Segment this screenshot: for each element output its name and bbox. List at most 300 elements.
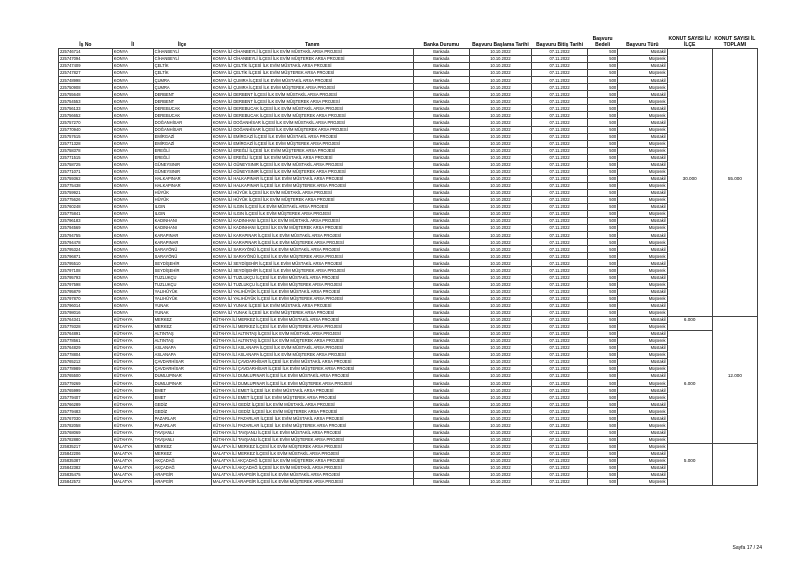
cell-il: KONYA bbox=[112, 281, 153, 288]
cell-basvuru-turu: Müşterek bbox=[618, 366, 667, 373]
table-row bbox=[59, 232, 758, 239]
cell-is-no: 225775438 bbox=[59, 182, 113, 189]
cell-konut-toplam bbox=[712, 232, 757, 239]
cell-basvuru-bitis: 07.11.2022 bbox=[532, 260, 588, 267]
header-konut-il-ilce: KONUT SAYISI İL/İLÇE bbox=[668, 36, 711, 48]
cell-konut-toplam bbox=[712, 415, 757, 422]
cell-is-no: 225764341 bbox=[59, 316, 113, 323]
cell-banka-durumu: Bankada bbox=[413, 56, 469, 63]
cell-konut-toplam bbox=[712, 260, 757, 267]
cell-tanim: KONYA İLİ YALIHÜYÜK İLÇESİ İLK EVİM MÜŞTEREK ARSA PROJESİ bbox=[211, 295, 413, 302]
cell-konut-il-ilce bbox=[667, 471, 712, 478]
cell-basvuru-baslama: 10.10.2022 bbox=[469, 218, 531, 225]
cell-is-no: 225794478 bbox=[59, 239, 113, 246]
cell-basvuru-bitis: 07.11.2022 bbox=[532, 239, 588, 246]
table-row bbox=[59, 457, 758, 464]
cell-konut-toplam bbox=[712, 49, 757, 56]
cell-banka-durumu: Bankada bbox=[413, 204, 469, 211]
cell-konut-il-ilce bbox=[667, 344, 712, 351]
cell-is-no: 225797870 bbox=[59, 295, 113, 302]
table-row bbox=[59, 161, 758, 168]
cell-ilce: ALTINTAŞ bbox=[153, 330, 211, 337]
cell-basvuru-turu: Müstakil bbox=[618, 471, 667, 478]
cell-basvuru-baslama: 10.10.2022 bbox=[469, 387, 531, 394]
cell-basvuru-bitis: 07.11.2022 bbox=[532, 168, 588, 175]
cell-is-no: 225765500 bbox=[59, 373, 113, 380]
cell-basvuru-bitis: 07.11.2022 bbox=[532, 457, 588, 464]
cell-tanim: KONYA İLİ DERBENT İLÇESİ İLK EVİM MÜSTAKİL ARSA PROJESİ bbox=[211, 91, 413, 98]
cell-basvuru-bedeli: 500 bbox=[588, 401, 618, 408]
cell-basvuru-bedeli: 500 bbox=[588, 443, 618, 450]
cell-konut-il-ilce bbox=[667, 401, 712, 408]
cell-is-no: 225766289 bbox=[59, 401, 113, 408]
cell-basvuru-bitis: 07.11.2022 bbox=[532, 91, 588, 98]
cell-basvuru-baslama: 10.10.2022 bbox=[469, 316, 531, 323]
cell-konut-toplam bbox=[712, 70, 757, 77]
cell-basvuru-turu: Müstakil bbox=[618, 344, 667, 351]
cell-basvuru-bedeli: 500 bbox=[588, 337, 618, 344]
cell-basvuru-turu: Müstakil bbox=[618, 119, 667, 126]
cell-konut-il-ilce bbox=[667, 246, 712, 253]
cell-banka-durumu: Bankada bbox=[413, 359, 469, 366]
cell-tanim: KONYA İLİ HÜYÜK İLÇESİ İLK EVİM MÜŞTEREK ARSA PROJESİ bbox=[211, 196, 413, 203]
cell-konut-toplam bbox=[712, 366, 757, 373]
cell-is-no: 225778561 bbox=[59, 337, 113, 344]
cell-basvuru-bedeli: 500 bbox=[588, 344, 618, 351]
cell-basvuru-bitis: 07.11.2022 bbox=[532, 387, 588, 394]
cell-konut-il-ilce: 5.000 bbox=[667, 457, 712, 464]
cell-basvuru-baslama: 10.10.2022 bbox=[469, 288, 531, 295]
cell-ilce: KARAPINAR bbox=[153, 232, 211, 239]
cell-konut-toplam bbox=[712, 77, 757, 84]
cell-ilce: EMET bbox=[153, 394, 211, 401]
cell-tanim: KONYA İLİ TUZLUKÇU İLÇESİ İLK EVİM MÜSTAKİL ARSA PROJESİ bbox=[211, 274, 413, 281]
cell-basvuru-baslama: 10.10.2022 bbox=[469, 253, 531, 260]
cell-basvuru-turu: Müşterek bbox=[618, 70, 667, 77]
document-page bbox=[58, 28, 758, 486]
cell-is-no: 225779269 bbox=[59, 380, 113, 387]
cell-konut-il-ilce bbox=[667, 394, 712, 401]
cell-konut-il-ilce bbox=[667, 450, 712, 457]
table-row bbox=[59, 225, 758, 232]
cell-konut-il-ilce bbox=[667, 70, 712, 77]
cell-konut-toplam bbox=[712, 457, 757, 464]
cell-is-no: 225755648 bbox=[59, 91, 113, 98]
cell-ilce: ASLANAPA bbox=[153, 352, 211, 359]
cell-banka-durumu: Bankada bbox=[413, 443, 469, 450]
cell-is-no: 225758725 bbox=[59, 161, 113, 168]
cell-basvuru-baslama: 10.10.2022 bbox=[469, 260, 531, 267]
cell-basvuru-baslama: 10.10.2022 bbox=[469, 126, 531, 133]
cell-konut-toplam bbox=[712, 218, 757, 225]
cell-is-no: 225795324 bbox=[59, 246, 113, 253]
cell-tanim: KONYA İLİ HALKAPINAR İLÇESİ İLK EVİM MÜŞTEREK ARSA PROJESİ bbox=[211, 182, 413, 189]
table-row bbox=[59, 394, 758, 401]
cell-basvuru-baslama: 10.10.2022 bbox=[469, 49, 531, 56]
cell-basvuru-turu: Müstakil bbox=[618, 91, 667, 98]
cell-konut-il-ilce bbox=[667, 182, 712, 189]
cell-is-no: 225835475 bbox=[59, 471, 113, 478]
cell-basvuru-baslama: 10.10.2022 bbox=[469, 182, 531, 189]
cell-basvuru-turu: Müstakil bbox=[618, 450, 667, 457]
page-number: Sayfa 17 / 24 bbox=[732, 545, 762, 551]
cell-basvuru-turu: Müstakil bbox=[618, 415, 667, 422]
cell-konut-toplam bbox=[712, 478, 757, 485]
cell-banka-durumu: Bankada bbox=[413, 63, 469, 70]
cell-ilce: ÇELTİK bbox=[153, 63, 211, 70]
table-row bbox=[59, 295, 758, 302]
table-row bbox=[59, 140, 758, 147]
cell-basvuru-baslama: 10.10.2022 bbox=[469, 464, 531, 471]
cell-basvuru-turu: Müşterek bbox=[618, 295, 667, 302]
cell-banka-durumu: Bankada bbox=[413, 91, 469, 98]
cell-is-no: 225767030 bbox=[59, 415, 113, 422]
cell-konut-toplam bbox=[712, 316, 757, 323]
cell-tanim: KÜTAHYA İLİ ASLANAPA İLÇESİ İLK EVİM MÜSTAKİL ARSA PROJESİ bbox=[211, 344, 413, 351]
cell-is-no: 225758378 bbox=[59, 147, 113, 154]
cell-basvuru-turu: Müşterek bbox=[618, 478, 667, 485]
cell-ilce: HÜYÜK bbox=[153, 196, 211, 203]
cell-basvuru-turu: Müstakil bbox=[618, 77, 667, 84]
cell-ilce: KARAPINAR bbox=[153, 239, 211, 246]
cell-konut-il-ilce bbox=[667, 204, 712, 211]
cell-il: KONYA bbox=[112, 91, 153, 98]
cell-banka-durumu: Bankada bbox=[413, 253, 469, 260]
cell-basvuru-bedeli: 500 bbox=[588, 232, 618, 239]
cell-is-no: 225796183 bbox=[59, 218, 113, 225]
cell-il: KÜTAHYA bbox=[112, 408, 153, 415]
cell-tanim: KÜTAHYA İLİ EMET İLÇESİ İLK EVİM MÜSTAKİL ARSA PROJESİ bbox=[211, 387, 413, 394]
cell-konut-toplam bbox=[712, 471, 757, 478]
table-row bbox=[59, 337, 758, 344]
cell-konut-toplam bbox=[712, 267, 757, 274]
cell-basvuru-bedeli: 500 bbox=[588, 105, 618, 112]
table-row bbox=[59, 211, 758, 218]
cell-tanim: KONYA İLİ GÜNEYSINIR İLÇESİ İLK EVİM MÜŞTEREK ARSA PROJESİ bbox=[211, 168, 413, 175]
cell-basvuru-bedeli: 500 bbox=[588, 415, 618, 422]
cell-tanim: KÜTAHYA İLİ DUMLUPINAR İLÇESİ İLK EVİM MÜSTAKİL ARSA PROJESİ bbox=[211, 373, 413, 380]
cell-basvuru-bedeli: 500 bbox=[588, 253, 618, 260]
table-row bbox=[59, 147, 758, 154]
cell-il: KÜTAHYA bbox=[112, 352, 153, 359]
cell-ilce: YUNAK bbox=[153, 302, 211, 309]
cell-tanim: MALATYA İLİ AKÇADAĞ İLÇESİ İLK EVİM MÜŞTEREK ARSA PROJESİ bbox=[211, 457, 413, 464]
cell-basvuru-baslama: 10.10.2022 bbox=[469, 105, 531, 112]
cell-basvuru-turu: Müşterek bbox=[618, 394, 667, 401]
cell-basvuru-turu: Müşterek bbox=[618, 267, 667, 274]
cell-il: KÜTAHYA bbox=[112, 337, 153, 344]
cell-basvuru-baslama: 10.10.2022 bbox=[469, 246, 531, 253]
cell-is-no: 225765999 bbox=[59, 387, 113, 394]
cell-is-no: 225771071 bbox=[59, 168, 113, 175]
cell-ilce: DUMLUPINAR bbox=[153, 373, 211, 380]
cell-basvuru-turu: Müstakil bbox=[618, 401, 667, 408]
table-row bbox=[59, 105, 758, 112]
cell-is-no: 225775841 bbox=[59, 211, 113, 218]
cell-banka-durumu: Bankada bbox=[413, 189, 469, 196]
cell-basvuru-baslama: 10.10.2022 bbox=[469, 450, 531, 457]
cell-konut-toplam bbox=[712, 344, 757, 351]
cell-il: KONYA bbox=[112, 267, 153, 274]
cell-tanim: KONYA İLİ GÜNEYSINIR İLÇESİ İLK EVİM MÜSTAKİL ARSA PROJESİ bbox=[211, 161, 413, 168]
cell-banka-durumu: Bankada bbox=[413, 387, 469, 394]
cell-il: KONYA bbox=[112, 189, 153, 196]
cell-basvuru-baslama: 10.10.2022 bbox=[469, 309, 531, 316]
cell-konut-toplam bbox=[712, 337, 757, 344]
cell-basvuru-baslama: 10.10.2022 bbox=[469, 133, 531, 140]
cell-basvuru-turu: Müşterek bbox=[618, 182, 667, 189]
cell-konut-toplam bbox=[712, 464, 757, 471]
cell-konut-toplam bbox=[712, 450, 757, 457]
cell-il: MALATYA bbox=[112, 457, 153, 464]
cell-tanim: KÜTAHYA İLİ ASLANAPA İLÇESİ İLK EVİM MÜŞTEREK ARSA PROJESİ bbox=[211, 352, 413, 359]
cell-konut-toplam bbox=[712, 119, 757, 126]
cell-basvuru-turu: Müstakil bbox=[618, 232, 667, 239]
cell-banka-durumu: Bankada bbox=[413, 478, 469, 485]
cell-basvuru-turu: Müstakil bbox=[618, 133, 667, 140]
cell-konut-il-ilce bbox=[667, 323, 712, 330]
cell-ilce: EREĞLİ bbox=[153, 154, 211, 161]
cell-ilce: ÇAVDARHİSAR bbox=[153, 359, 211, 366]
table-row bbox=[59, 422, 758, 429]
cell-basvuru-turu: Müşterek bbox=[618, 323, 667, 330]
cell-il: KONYA bbox=[112, 302, 153, 309]
cell-basvuru-turu: Müstakil bbox=[618, 373, 667, 380]
cell-tanim: KONYA İLİ ILGIN İLÇESİ İLK EVİM MÜSTAKİL ARSA PROJESİ bbox=[211, 204, 413, 211]
table-row bbox=[59, 267, 758, 274]
header-basvuru-bedeli: Başvuru Bedeli bbox=[592, 36, 613, 48]
cell-konut-il-ilce bbox=[667, 295, 712, 302]
cell-il: KONYA bbox=[112, 309, 153, 316]
table-row bbox=[59, 408, 758, 415]
cell-basvuru-bedeli: 500 bbox=[588, 77, 618, 84]
cell-is-no: 225746714 bbox=[59, 49, 113, 56]
cell-basvuru-baslama: 10.10.2022 bbox=[469, 91, 531, 98]
table-row bbox=[59, 168, 758, 175]
table-row bbox=[59, 77, 758, 84]
table-row bbox=[59, 112, 758, 119]
cell-basvuru-turu: Müşterek bbox=[618, 126, 667, 133]
cell-tanim: KONYA İLİ SARAYÖNÜ İLÇESİ İLK EVİM MÜŞTEREK ARSA PROJESİ bbox=[211, 253, 413, 260]
cell-il: KÜTAHYA bbox=[112, 344, 153, 351]
cell-ilce: DOĞANHİSAR bbox=[153, 126, 211, 133]
cell-is-no: 225795879 bbox=[59, 288, 113, 295]
cell-banka-durumu: Bankada bbox=[413, 323, 469, 330]
cell-basvuru-bitis: 07.11.2022 bbox=[532, 70, 588, 77]
cell-ilce: SEYDİŞEHİR bbox=[153, 267, 211, 274]
cell-is-no: 225759362 bbox=[59, 175, 113, 182]
cell-basvuru-bitis: 07.11.2022 bbox=[532, 323, 588, 330]
cell-il: KÜTAHYA bbox=[112, 422, 153, 429]
table-row bbox=[59, 204, 758, 211]
cell-basvuru-bitis: 07.11.2022 bbox=[532, 471, 588, 478]
cell-konut-toplam bbox=[712, 295, 757, 302]
cell-il: MALATYA bbox=[112, 450, 153, 457]
cell-basvuru-bitis: 07.11.2022 bbox=[532, 225, 588, 232]
cell-basvuru-bitis: 07.11.2022 bbox=[532, 443, 588, 450]
cell-basvuru-bitis: 07.11.2022 bbox=[532, 274, 588, 281]
cell-basvuru-bedeli: 500 bbox=[588, 295, 618, 302]
cell-basvuru-bedeli: 500 bbox=[588, 126, 618, 133]
cell-basvuru-baslama: 10.10.2022 bbox=[469, 189, 531, 196]
cell-konut-il-ilce bbox=[667, 211, 712, 218]
cell-il: KONYA bbox=[112, 140, 153, 147]
cell-basvuru-bitis: 07.11.2022 bbox=[532, 49, 588, 56]
cell-basvuru-turu: Müstakil bbox=[618, 154, 667, 161]
cell-basvuru-bedeli: 500 bbox=[588, 119, 618, 126]
cell-konut-toplam bbox=[712, 443, 757, 450]
cell-is-no: 225798016 bbox=[59, 309, 113, 316]
cell-is-no: 225748998 bbox=[59, 77, 113, 84]
cell-is-no: 225750908 bbox=[59, 84, 113, 91]
cell-konut-toplam: 12.000 bbox=[712, 373, 757, 380]
cell-basvuru-bedeli: 500 bbox=[588, 112, 618, 119]
cell-basvuru-bedeli: 500 bbox=[588, 394, 618, 401]
cell-konut-il-ilce bbox=[667, 387, 712, 394]
cell-ilce: ÇELTİK bbox=[153, 70, 211, 77]
cell-basvuru-baslama: 10.10.2022 bbox=[469, 232, 531, 239]
cell-ilce: TUZLUKÇU bbox=[153, 281, 211, 288]
cell-basvuru-bitis: 07.11.2022 bbox=[532, 267, 588, 274]
cell-tanim: KONYA İLİ SARAYÖNÜ İLÇESİ İLK EVİM MÜSTAKİL ARSA PROJESİ bbox=[211, 246, 413, 253]
header-konut-toplam: KONUT SAYISI İL TOPLAMI bbox=[714, 36, 756, 48]
cell-basvuru-baslama: 10.10.2022 bbox=[469, 344, 531, 351]
cell-basvuru-bedeli: 500 bbox=[588, 56, 618, 63]
cell-konut-toplam bbox=[712, 189, 757, 196]
cell-basvuru-bedeli: 500 bbox=[588, 239, 618, 246]
cell-is-no: 225756652 bbox=[59, 112, 113, 119]
cell-ilce: DUMLUPINAR bbox=[153, 380, 211, 387]
cell-konut-toplam bbox=[712, 359, 757, 366]
cell-basvuru-turu: Müşterek bbox=[618, 196, 667, 203]
cell-konut-toplam bbox=[712, 330, 757, 337]
cell-basvuru-bitis: 07.11.2022 bbox=[532, 105, 588, 112]
cell-basvuru-turu: Müstakil bbox=[618, 189, 667, 196]
cell-tanim: KÜTAHYA İLİ ÇAVDARHİSAR İLÇESİ İLK EVİM MÜŞTEREK ARSA PROJESİ bbox=[211, 366, 413, 373]
cell-banka-durumu: Bankada bbox=[413, 302, 469, 309]
cell-is-no: 225778989 bbox=[59, 366, 113, 373]
cell-ilce: KADINHANI bbox=[153, 218, 211, 225]
cell-basvuru-turu: Müstakil bbox=[618, 105, 667, 112]
cell-tanim: KONYA İLİ ÇELTİK İLÇESİ İLK EVİM MÜSTAKİL ARSA PROJESİ bbox=[211, 63, 413, 70]
header-is-no: İş No bbox=[79, 42, 92, 48]
cell-basvuru-bedeli: 500 bbox=[588, 133, 618, 140]
cell-basvuru-baslama: 10.10.2022 bbox=[469, 281, 531, 288]
cell-basvuru-turu: Müstakil bbox=[618, 316, 667, 323]
cell-tanim: KÜTAHYA İLİ MERKEZ İLÇESİ İLK EVİM MÜŞTEREK ARSA PROJESİ bbox=[211, 323, 413, 330]
table-row bbox=[59, 380, 758, 387]
cell-ilce: AKÇADAĞ bbox=[153, 457, 211, 464]
cell-basvuru-bitis: 07.11.2022 bbox=[532, 394, 588, 401]
cell-basvuru-baslama: 10.10.2022 bbox=[469, 140, 531, 147]
cell-il: KÜTAHYA bbox=[112, 373, 153, 380]
cell-konut-toplam bbox=[712, 401, 757, 408]
cell-banka-durumu: Bankada bbox=[413, 175, 469, 182]
cell-tanim: KONYA İLİ KARAPINAR İLÇESİ İLK EVİM MÜŞTEREK ARSA PROJESİ bbox=[211, 239, 413, 246]
cell-banka-durumu: Bankada bbox=[413, 182, 469, 189]
cell-ilce: DERBENT bbox=[153, 91, 211, 98]
cell-konut-toplam bbox=[712, 211, 757, 218]
cell-basvuru-baslama: 10.10.2022 bbox=[469, 302, 531, 309]
cell-ilce: DOĞANHİSAR bbox=[153, 119, 211, 126]
header-basvuru-bitis: Başvuru Bitiş Tarihi bbox=[536, 42, 584, 48]
cell-konut-toplam bbox=[712, 281, 757, 288]
cell-konut-toplam bbox=[712, 98, 757, 105]
cell-basvuru-baslama: 10.10.2022 bbox=[469, 380, 531, 387]
cell-tanim: KÜTAHYA İLİ EMET İLÇESİ İLK EVİM MÜŞTEREK ARSA PROJESİ bbox=[211, 394, 413, 401]
cell-konut-toplam bbox=[712, 196, 757, 203]
cell-konut-il-ilce bbox=[667, 422, 712, 429]
cell-basvuru-turu: Müşterek bbox=[618, 352, 667, 359]
cell-tanim: KONYA İLİ EREĞLİ İLÇESİ İLK EVİM MÜŞTEREK ARSA PROJESİ bbox=[211, 147, 413, 154]
cell-basvuru-turu: Müstakil bbox=[618, 175, 667, 182]
cell-basvuru-bitis: 07.11.2022 bbox=[532, 140, 588, 147]
cell-basvuru-turu: Müşterek bbox=[618, 239, 667, 246]
cell-banka-durumu: Bankada bbox=[413, 429, 469, 436]
cell-basvuru-bedeli: 500 bbox=[588, 211, 618, 218]
cell-basvuru-baslama: 10.10.2022 bbox=[469, 225, 531, 232]
cell-basvuru-bedeli: 500 bbox=[588, 168, 618, 175]
cell-konut-il-ilce bbox=[667, 281, 712, 288]
header-il: İl bbox=[131, 42, 135, 48]
cell-is-no: 225757270 bbox=[59, 119, 113, 126]
cell-banka-durumu: Bankada bbox=[413, 274, 469, 281]
cell-konut-il-ilce bbox=[667, 359, 712, 366]
cell-konut-il-ilce bbox=[667, 239, 712, 246]
cell-banka-durumu: Bankada bbox=[413, 366, 469, 373]
cell-banka-durumu: Bankada bbox=[413, 330, 469, 337]
cell-banka-durumu: Bankada bbox=[413, 225, 469, 232]
cell-konut-toplam bbox=[712, 387, 757, 394]
cell-konut-toplam bbox=[712, 408, 757, 415]
cell-basvuru-baslama: 10.10.2022 bbox=[469, 373, 531, 380]
cell-banka-durumu: Bankada bbox=[413, 260, 469, 267]
cell-il: KONYA bbox=[112, 204, 153, 211]
cell-basvuru-baslama: 10.10.2022 bbox=[469, 98, 531, 105]
cell-basvuru-bitis: 07.11.2022 bbox=[532, 147, 588, 154]
cell-basvuru-bedeli: 500 bbox=[588, 70, 618, 77]
cell-il: KONYA bbox=[112, 288, 153, 295]
cell-ilce: AKÇADAĞ bbox=[153, 464, 211, 471]
cell-tanim: KONYA İLİ EREĞLİ İLÇESİ İLK EVİM MÜSTAKİL ARSA PROJESİ bbox=[211, 154, 413, 161]
cell-is-no: 225797108 bbox=[59, 267, 113, 274]
cell-ilce: MERKEZ bbox=[153, 443, 211, 450]
cell-basvuru-bedeli: 500 bbox=[588, 450, 618, 457]
cell-konut-il-ilce bbox=[667, 443, 712, 450]
cell-basvuru-bitis: 07.11.2022 bbox=[532, 309, 588, 316]
cell-basvuru-bitis: 07.11.2022 bbox=[532, 56, 588, 63]
cell-basvuru-bitis: 07.11.2022 bbox=[532, 401, 588, 408]
cell-basvuru-baslama: 10.10.2022 bbox=[469, 422, 531, 429]
cell-konut-il-ilce bbox=[667, 105, 712, 112]
cell-il: KÜTAHYA bbox=[112, 316, 153, 323]
cell-basvuru-turu: Müstakil bbox=[618, 429, 667, 436]
cell-basvuru-bedeli: 500 bbox=[588, 274, 618, 281]
cell-il: KONYA bbox=[112, 239, 153, 246]
table-row bbox=[59, 352, 758, 359]
cell-banka-durumu: Bankada bbox=[413, 309, 469, 316]
cell-ilce: ÇAVDARHİSAR bbox=[153, 366, 211, 373]
cell-basvuru-baslama: 10.10.2022 bbox=[469, 56, 531, 63]
cell-ilce: KADINHANI bbox=[153, 225, 211, 232]
table-row bbox=[59, 239, 758, 246]
cell-basvuru-bedeli: 500 bbox=[588, 323, 618, 330]
cell-tanim: KÜTAHYA İLİ PAZARLAR İLÇESİ İLK EVİM MÜSTAKİL ARSA PROJESİ bbox=[211, 415, 413, 422]
cell-konut-il-ilce bbox=[667, 154, 712, 161]
table-row bbox=[59, 119, 758, 126]
table-row bbox=[59, 175, 758, 182]
cell-konut-il-ilce bbox=[667, 352, 712, 359]
